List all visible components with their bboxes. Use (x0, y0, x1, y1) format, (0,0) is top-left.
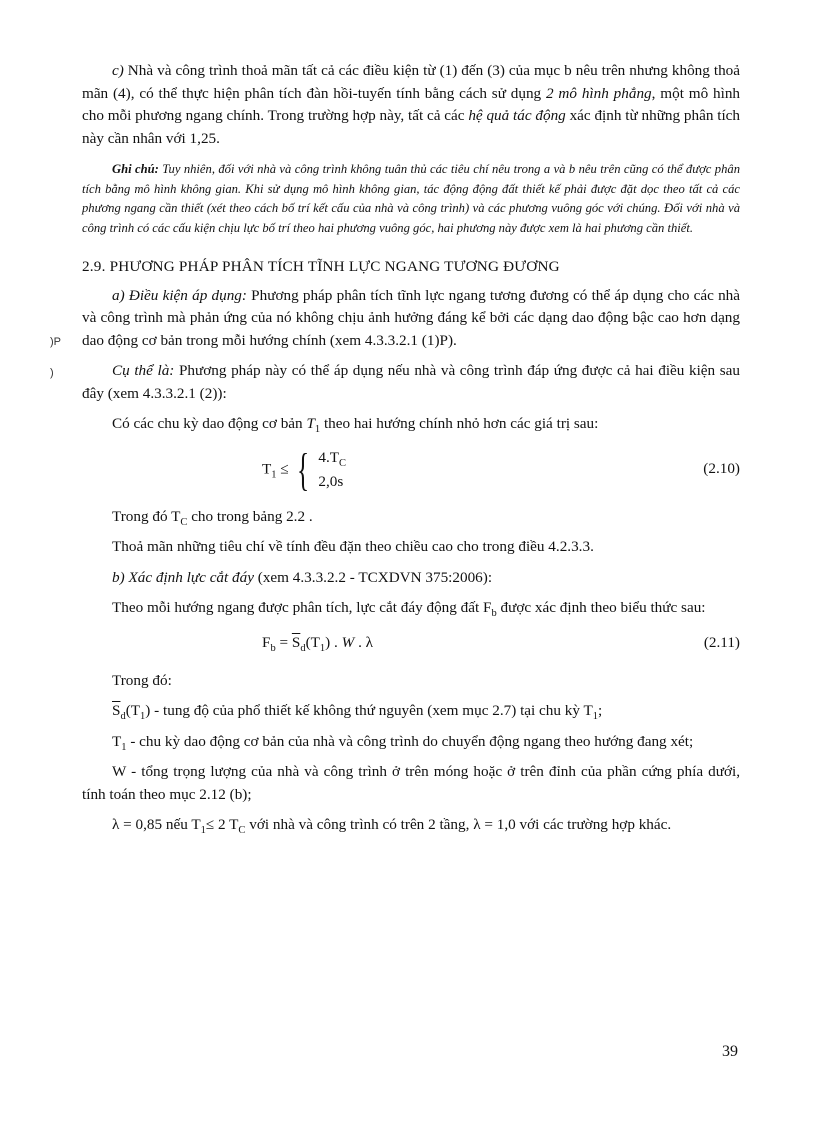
definition-lambda (82, 814, 740, 837)
formula-lhs: T (262, 459, 272, 477)
paragraph-cu-the (82, 360, 740, 405)
lambda-text: ≤ 2 T (205, 816, 239, 833)
formula-lhs: F (262, 633, 271, 651)
tc-text: Trong đó T (112, 507, 181, 525)
subscript: d (300, 642, 306, 654)
subscript: 1 (592, 711, 599, 723)
para-a-text: Phương pháp phân tích tĩnh lực ngang tương đương có thể áp dụng cho các nhà và công trình mà phản ứng của nó không chịu ảnh hưởng đáng kể bởi các dạng dao động bậc cao hơn dạng dao động cơ bản trong mỗi hướng chính (xem 4.3.3.2.1 (1)P). (82, 286, 741, 349)
equation-number: (2.10) (703, 459, 740, 477)
case-2: 2,0s (318, 472, 344, 490)
formula-relation: ≤ (276, 459, 289, 477)
cu-the-text: Phương pháp này có thể áp dụng nếu nhà và công trình đáp ứng được cả hai điều kiện sau đây (xem 4.3.3.2.1 (2)): (82, 362, 740, 402)
def-arg-end: ) (145, 702, 151, 719)
formula-2-10 (82, 442, 740, 498)
equation-number: (2.11) (703, 633, 740, 651)
spectrum-symbol: $\overline{S}$ (291, 633, 301, 651)
def-end: ; (598, 702, 603, 719)
para-c-emph: 2 mô hình phẳng (546, 84, 652, 102)
formula-2-10-body (262, 443, 347, 495)
formula-cases (318, 446, 346, 494)
periods-text: Có các chu kỳ dao động cơ bản (112, 415, 307, 432)
formula-arg-end: ) (325, 633, 331, 651)
cu-the-label: Cụ thể là: (112, 362, 175, 379)
para-c-emph: hệ quả tác động (468, 107, 566, 124)
subscript: b (491, 608, 497, 620)
formula-dot: . (330, 633, 342, 651)
subscript: 1 (314, 424, 321, 436)
para-a-label: a) Điều kiện áp dụng: (112, 286, 247, 304)
para-c-text: , một mô hình cho mỗi phương ngang chính. Trong trường hợp này, tất cả các (82, 84, 741, 124)
subscript: 1 (121, 741, 127, 753)
subscript: 1 (319, 642, 326, 654)
theo-text: Theo mỗi hướng ngang được phân tích, lực cắt đáy động đất F (112, 599, 492, 616)
note-paragraph (82, 160, 740, 238)
para-c-text: xác định từ những phân tích này cần nhân với 1,25. (82, 107, 741, 147)
subscript: b (270, 642, 276, 654)
weight-symbol: W (341, 633, 355, 651)
para-b-label: b) Xác định lực cắt đáy (112, 568, 254, 586)
subscript: C (180, 516, 188, 528)
subscript: C (238, 825, 246, 837)
paragraph-b (82, 567, 740, 590)
note-label: Ghi chú: (112, 162, 159, 176)
subscript: d (120, 711, 126, 723)
periods-text: theo hai hướng chính nhỏ hơn các giá trị sau: (320, 415, 599, 432)
def-t1-text: - chu kỳ dao động cơ bản của nhà và công trình do chuyển động ngang theo hướng đang xét; (126, 732, 694, 750)
def-arg: (T (125, 702, 141, 719)
page-number: 39 (722, 1043, 738, 1060)
tc-text: cho trong bảng 2.2 . (187, 507, 313, 525)
paragraph-periods (82, 413, 740, 436)
theo-text: được xác định theo biểu thức sau: (496, 599, 706, 616)
definition-w: W - tổng trọng lượng của nhà và công trình ở trên móng hoặc ở trên đỉnh của phần cứng phía dưới, tính toán theo mục 2.12 (b); (82, 763, 740, 803)
definition-sd (82, 700, 740, 723)
formula-arg: (T (305, 633, 320, 651)
lambda-text: với nhà và công trình có trên 2 tầng, λ = 1,0 với các trường hợp khác. (245, 816, 672, 833)
spectrum-symbol: $\overline{S}$ (112, 702, 121, 719)
para-b-text: (xem 4.3.3.2.2 - TCXDVN 375:2006): (253, 568, 493, 586)
left-brace-icon: { (297, 443, 310, 495)
paragraph-a (82, 285, 740, 353)
subscript: 1 (140, 711, 146, 723)
subscript: 1 (271, 469, 277, 481)
symbol-t: T (306, 415, 315, 432)
subscript: C (339, 457, 347, 469)
page-content (82, 60, 740, 837)
case-1-text: 4.T (318, 448, 340, 466)
formula-lambda: . λ (354, 633, 374, 651)
definition-t1 (82, 731, 740, 754)
case-1 (318, 448, 347, 469)
subscript: 1 (200, 825, 206, 837)
para-c-text: Nhà và công trình thoả mãn tất cả các điều kiện từ (1) đến (3) của mục b nêu trên nhưng không thoả mãn (4), có thể thực hiện phân tích đàn hồi-tuyến tính bằng cách sử dụng (82, 62, 740, 102)
def-sd-text: - tung độ của phổ thiết kế không thứ nguyên (xem mục 2.7) tại chu kỳ T (150, 702, 593, 719)
paragraph-theo (82, 597, 740, 620)
symbol-t: T (112, 732, 122, 750)
paragraph-tc (82, 506, 740, 529)
note-text: Tuy nhiên, đối với nhà và công trình không tuân thủ các tiêu chí nêu trong a và b nêu trên cũng có thể được phân tích bằng mô hình không gian. Khi sử dụng mô hình không gian, tác động động đất thiết kế phải được đặt dọc theo tất cả các phương ngang cần thiết (xét theo cách bố trí kết cấu của nhà và công trình) và các phương vuông góc với chúng. Đối với nhà và công trình có các cấu kiện chịu lực bố trí theo hai phương vuông góc, hai phương này được xem là hai phương cần thiết. (82, 162, 740, 235)
margin-mark: ) (50, 367, 54, 379)
formula-2-11 (82, 626, 740, 662)
paragraph-criteria: Thoả mãn những tiêu chí về tính đều đặn theo chiều cao cho trong điều 4.2.3.3. (112, 538, 594, 555)
para-c-label: c) (112, 62, 124, 79)
paragraph-trong-do: Trong đó: (112, 671, 172, 689)
equals-sign: = (275, 633, 292, 651)
section-heading: 2.9. PHƯƠNG PHÁP PHÂN TÍCH TĨNH LỰC NGANG TƯƠNG ĐƯƠNG (82, 258, 560, 275)
lambda-text: λ = 0,85 nếu T (112, 816, 201, 833)
formula-2-11-body (262, 632, 373, 655)
margin-mark: )P (50, 336, 61, 348)
paragraph-c (82, 60, 740, 150)
